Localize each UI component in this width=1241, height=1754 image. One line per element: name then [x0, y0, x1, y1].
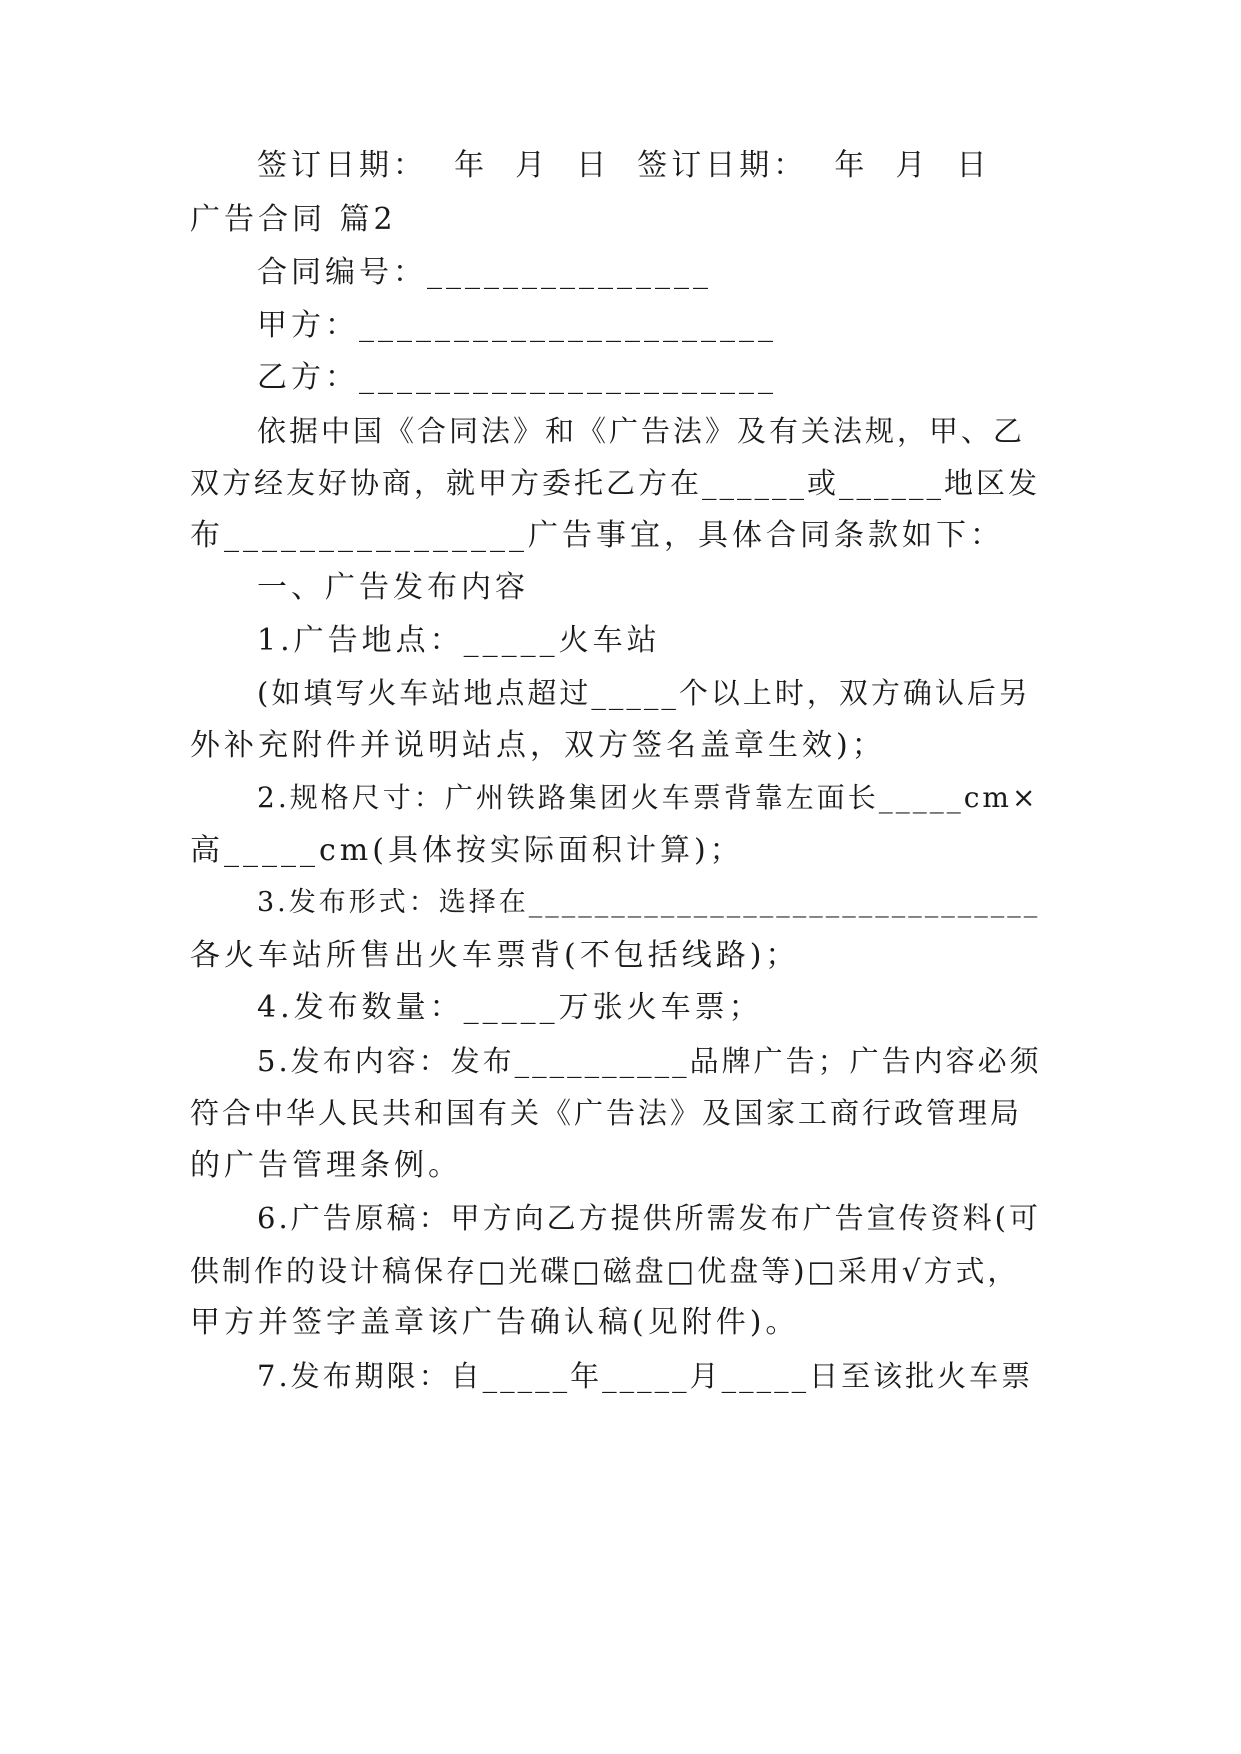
item-3-line-1: 3.发布形式：选择在_______________________________: [257, 887, 1041, 918]
section-heading: 广告合同 篇2: [190, 202, 397, 237]
clause-heading: 一、广告发布内容: [257, 570, 529, 605]
contract-number-line: 合同编号：_______________: [257, 255, 712, 290]
item-5-line-2: 符合中华人民共和国有关《广告法》及国家工商行政管理局: [190, 1096, 1023, 1130]
item-4-line: 4.发布数量：_____万张火车票；: [257, 990, 763, 1025]
item-2-line-1: 2.规格尺寸：广州铁路集团火车票背靠左面长_____cm×: [257, 781, 1039, 814]
party-b-line: 乙方：______________________: [257, 360, 777, 395]
item-1-line-2: (如填写火车站地点超过_____个以上时，双方确认后另: [257, 676, 1031, 710]
item-5-line-3: 的广告管理条例。: [190, 1148, 462, 1183]
item-6-line-3: 甲方并签字盖章该广告确认稿(见附件)。: [190, 1305, 800, 1340]
item-6-line-1: 6.广告原稿：甲方向乙方提供所需发布广告宣传资料(可: [257, 1201, 1041, 1235]
preamble-line-2: 双方经友好协商，就甲方委托乙方在______或______地区发: [190, 466, 1041, 500]
item-7-line-1: 7.发布期限：自_____年_____月_____日至该批火车票: [257, 1359, 1034, 1393]
party-a-line: 甲方：______________________: [257, 308, 777, 343]
item-2-line-2: 高_____cm(具体按实际面积计算)；: [190, 833, 744, 868]
item-3-line-2: 各火车站所售出火车票背(不包括线路)；: [190, 938, 800, 973]
preamble-line-3: 布________________广告事宜，具体合同条款如下：: [190, 518, 1004, 553]
item-6-line-2: 供制作的设计稿保存□光碟□磁盘□优盘等)□采用√方式，: [190, 1254, 1020, 1288]
item-5-line-1: 5.发布内容：发布__________品牌广告；广告内容必须: [257, 1044, 1042, 1078]
preamble-line-1: 依据中国《合同法》和《广告法》及有关法规，甲、乙: [257, 414, 1026, 448]
signing-date-line: 签订日期： 年 月 日 签订日期： 年 月 日: [257, 148, 991, 183]
item-1-line-1: 1.广告地点：_____火车站: [257, 623, 661, 658]
item-1-line-3: 外补充附件并说明站点，双方签名盖章生效)；: [190, 728, 886, 763]
